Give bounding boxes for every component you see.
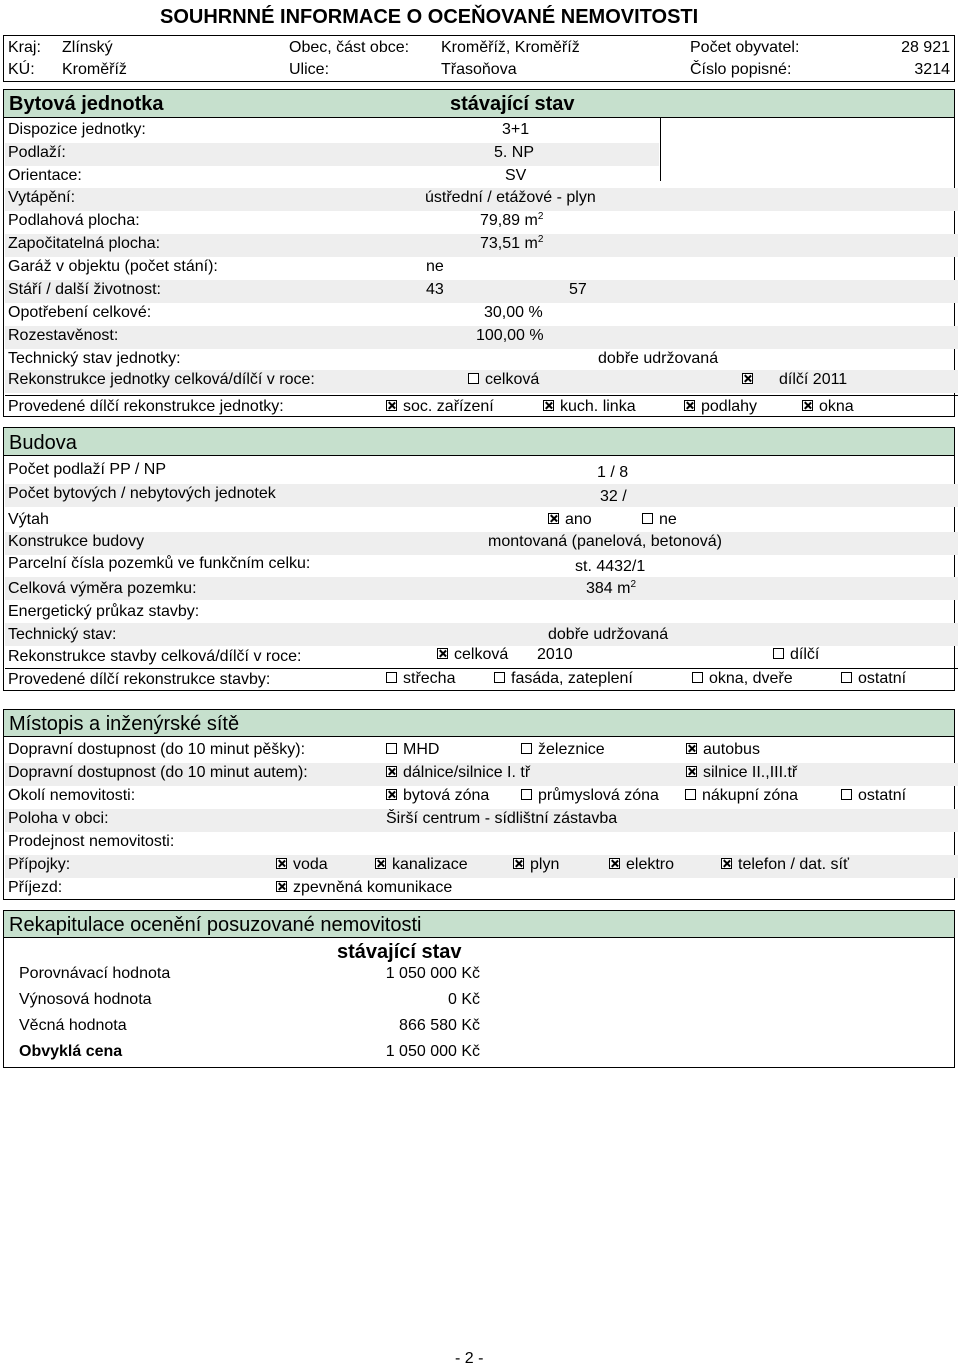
obec-value: Kroměříž, Kroměříž [441, 39, 580, 56]
checkbox-checked-icon[interactable] [684, 400, 695, 411]
budova-tech-stav-value: dobře udržovaná [548, 626, 669, 643]
rekon-stavby-rok: 2010 [537, 646, 573, 663]
stari-value: 43 [426, 281, 444, 298]
rekon-stavby-celkova-option[interactable]: celková [437, 645, 508, 665]
checkbox-unchecked-icon[interactable] [521, 789, 532, 800]
vytah-ano-option[interactable]: ano [548, 510, 592, 530]
mhd-option[interactable]: MHD [386, 740, 439, 760]
rekapitulace-section [3, 910, 955, 1068]
checkbox-checked-icon[interactable] [721, 858, 732, 869]
rozestavenost-label: Rozestavěnost: [8, 327, 119, 344]
checkbox-checked-icon[interactable] [543, 400, 554, 411]
podlazi-value: 5. NP [494, 144, 535, 161]
autobus-option[interactable]: autobus [686, 740, 760, 760]
ulice-label: Ulice: [289, 61, 330, 78]
checkbox-checked-icon[interactable] [686, 766, 697, 777]
checkbox-checked-icon[interactable] [386, 400, 397, 411]
rekapitulace-state-heading: stávající stav [337, 941, 462, 963]
pesky-label: Dopravní dostupnost (do 10 minut pěšky): [8, 741, 306, 758]
page-number: - 2 - [455, 1350, 484, 1367]
tech-stav-value: dobře udržovaná [598, 350, 719, 367]
soc-zarizeni-option[interactable]: soc. zařízení [386, 397, 494, 417]
pocet-jednotek-label: Počet bytových / nebytových jednotek [8, 485, 276, 502]
podlahova-plocha-value: 79,89 $m^2$ [480, 211, 544, 229]
byt-state-heading: stávající stav [450, 93, 575, 115]
pocet-obyvatel-value: 28 921 [901, 39, 950, 56]
okoli-label: Okolí nemovitosti: [8, 787, 136, 804]
cislo-popisne-label: Číslo popisné: [690, 61, 792, 78]
rekapitulace-heading: Rekapitulace ocenění posuzované nemovitosti [9, 914, 422, 936]
telefon-option[interactable]: telefon / dat. síť [721, 855, 849, 875]
pocet-jednotek-value: 32 / [600, 488, 627, 505]
budova-section [3, 427, 955, 691]
prumyslova-zona-option[interactable]: průmyslová zóna [521, 786, 659, 806]
mistopis-header [4, 710, 954, 737]
checkbox-checked-icon[interactable] [609, 858, 620, 869]
checkbox-checked-icon[interactable] [686, 743, 697, 754]
checkbox-checked-icon[interactable] [276, 881, 287, 892]
rozestavenost-value: 100,00 % [476, 327, 544, 344]
kraj-value: Zlínský [62, 39, 113, 56]
cislo-popisne-value: 3214 [914, 61, 950, 78]
nakupni-zona-option[interactable]: nákupní zóna [685, 786, 798, 806]
rekap-label: Věcná hodnota [19, 1017, 127, 1034]
pripojky-label: Přípojky: [8, 856, 71, 873]
podlahova-plocha-label: Podlahová plocha: [8, 212, 140, 229]
checkbox-checked-icon[interactable] [375, 858, 386, 869]
header-box [3, 35, 955, 82]
plyn-option[interactable]: plyn [513, 855, 559, 875]
byt-heading: Bytová jednotka [9, 93, 164, 115]
vytapeni-value: ústřední / etážové - plyn [425, 189, 596, 206]
ku-label: KÚ: [8, 61, 35, 78]
zeleznice-option[interactable]: železnice [521, 740, 605, 760]
checkbox-checked-icon[interactable] [513, 858, 524, 869]
dispozice-value: 3+1 [502, 121, 530, 138]
checkbox-unchecked-icon[interactable] [521, 743, 532, 754]
checkbox-unchecked-icon[interactable] [692, 672, 703, 683]
rekon-stavby-dilci-option[interactable]: dílčí [773, 645, 819, 665]
obec-label: Obec, část obce: [289, 39, 410, 56]
checkbox-unchecked-icon[interactable] [773, 648, 784, 659]
budova-heading: Budova [9, 432, 77, 454]
ostatni-okoli-option[interactable]: ostatní [841, 786, 906, 806]
parcelni-cisla-value: st. 4432/1 [575, 558, 646, 575]
rekap-label: Výnosová hodnota [19, 991, 152, 1008]
provedene-stavby-label: Provedené dílčí rekonstrukce stavby: [8, 671, 271, 688]
ostatni-stavby-option[interactable]: ostatní [841, 669, 906, 689]
rekon-jednotky-label: Rekonstrukce jednotky celková/dílčí v roce: [8, 371, 315, 388]
obvykla-cena-label: Obvyklá cena [19, 1043, 123, 1060]
rekap-value: 0 Kč [447, 991, 480, 1008]
mistopis-section [3, 709, 955, 900]
prodejnost-label: Prodejnost nemovitosti: [8, 833, 175, 850]
parcelni-cisla-label: Parcelní čísla pozemků ve funkčním celku: [8, 555, 311, 572]
zivotnost-value: 57 [569, 281, 587, 298]
checkbox-checked-icon[interactable] [386, 789, 397, 800]
vymera-pozemku-label: Celková výměra pozemku: [8, 580, 197, 597]
checkbox-checked-icon[interactable] [548, 513, 559, 524]
rekon-dilci-option[interactable]: dílčí 2011 [742, 370, 847, 390]
vymera-pozemku-value: 384 $m^2$ [586, 579, 637, 597]
garaz-value: ne [426, 258, 444, 275]
ulice-value: Třasoňova [441, 61, 517, 78]
obvykla-cena-value: 1 050 000 Kč [385, 1043, 480, 1060]
fasada-option[interactable]: fasáda, zateplení [494, 669, 633, 689]
byt-header [4, 90, 954, 118]
stari-label: Stáří / další životnost: [8, 281, 161, 298]
pocet-podlazi-value: 1 / 8 [597, 464, 629, 481]
zapocitatelna-plocha-label: Započitatelná plocha: [8, 235, 161, 252]
autem-label: Dopravní dostupnost (do 10 minut autem): [8, 764, 308, 781]
opotrebeni-label: Opotřebení celkové: [8, 304, 152, 321]
rekap-value: 1 050 000 Kč [385, 965, 480, 982]
okna-dvere-option[interactable]: okna, dveře [692, 669, 793, 689]
checkbox-checked-icon[interactable] [437, 648, 448, 659]
checkbox-unchecked-icon[interactable] [841, 789, 852, 800]
checkbox-unchecked-icon[interactable] [386, 672, 397, 683]
zpevnena-komunikace-option[interactable]: zpevněná komunikace [276, 878, 452, 898]
vytapeni-label: Vytápění: [8, 189, 76, 206]
orientace-label: Orientace: [8, 167, 82, 184]
pocet-podlazi-label: Počet podlaží PP / NP [8, 461, 167, 478]
okna-option[interactable]: okna [802, 397, 854, 417]
energeticky-prukaz-label: Energetický průkaz stavby: [8, 603, 200, 620]
tech-stav-label: Technický stav jednotky: [8, 350, 181, 367]
konstrukce-label: Konstrukce budovy [8, 533, 145, 550]
checkbox-unchecked-icon[interactable] [841, 672, 852, 683]
checkbox-unchecked-icon[interactable] [494, 672, 505, 683]
voda-option[interactable]: voda [276, 855, 328, 875]
checkbox-unchecked-icon[interactable] [468, 373, 479, 384]
checkbox-checked-icon[interactable] [276, 858, 287, 869]
rekap-label: Porovnávací hodnota [19, 965, 171, 982]
byt-section [3, 89, 955, 417]
dalnice-option[interactable]: dálnice/silnice I. tř [386, 763, 530, 783]
silnice-option[interactable]: silnice II.,III.tř [686, 763, 797, 783]
checkbox-unchecked-icon[interactable] [642, 513, 653, 524]
konstrukce-value: montovaná (panelová, betonová) [488, 533, 722, 550]
elektro-option[interactable]: elektro [609, 855, 674, 875]
garaz-label: Garáž v objektu (počet stání): [8, 258, 218, 275]
podlazi-label: Podlaží: [8, 144, 66, 161]
checkbox-checked-icon[interactable] [802, 400, 813, 411]
vytah-label: Výtah [8, 511, 49, 528]
checkbox-checked-icon[interactable] [386, 766, 397, 777]
ku-value: Kroměříž [62, 61, 127, 78]
page-title: SOUHRNNÉ INFORMACE O OCEŇOVANÉ NEMOVITOSTI [160, 6, 699, 28]
rekap-value: 866 580 Kč [399, 1017, 480, 1034]
checkbox-unchecked-icon[interactable] [386, 743, 397, 754]
prijezd-label: Příjezd: [8, 879, 63, 896]
rekapitulace-header [4, 911, 954, 938]
bytova-zona-option[interactable]: bytová zóna [386, 786, 489, 806]
provedene-jednotky-label: Provedené dílčí rekonstrukce jednotky: [8, 398, 284, 415]
podlahy-option[interactable]: podlahy [684, 397, 757, 417]
kraj-label: Kraj: [8, 39, 41, 56]
kuch-linka-option[interactable]: kuch. linka [543, 397, 636, 417]
kanalizace-option[interactable]: kanalizace [375, 855, 468, 875]
checkbox-unchecked-icon[interactable] [685, 789, 696, 800]
poloha-value: Širší centrum - sídlištní zástavba [386, 810, 618, 827]
vytah-ne-option[interactable]: ne [642, 510, 677, 530]
pocet-obyvatel-label: Počet obyvatel: [690, 39, 800, 56]
mistopis-heading: Místopis a inženýrské sítě [9, 713, 240, 735]
poloha-label: Poloha v obci: [8, 810, 109, 827]
rekon-celkova-option[interactable]: celková [468, 370, 539, 390]
rekon-stavby-label: Rekonstrukce stavby celková/dílčí v roce: [8, 648, 302, 665]
budova-header [4, 428, 954, 456]
opotrebeni-value: 30,00 % [484, 304, 543, 321]
dispozice-label: Dispozice jednotky: [8, 121, 146, 138]
checkbox-checked-icon[interactable] [742, 373, 753, 384]
orientace-value: SV [505, 167, 527, 184]
zapocitatelna-plocha-value: 73,51 $m^2$ [480, 234, 544, 252]
budova-tech-stav-label: Technický stav: [8, 626, 117, 643]
strecha-option[interactable]: střecha [386, 669, 455, 689]
